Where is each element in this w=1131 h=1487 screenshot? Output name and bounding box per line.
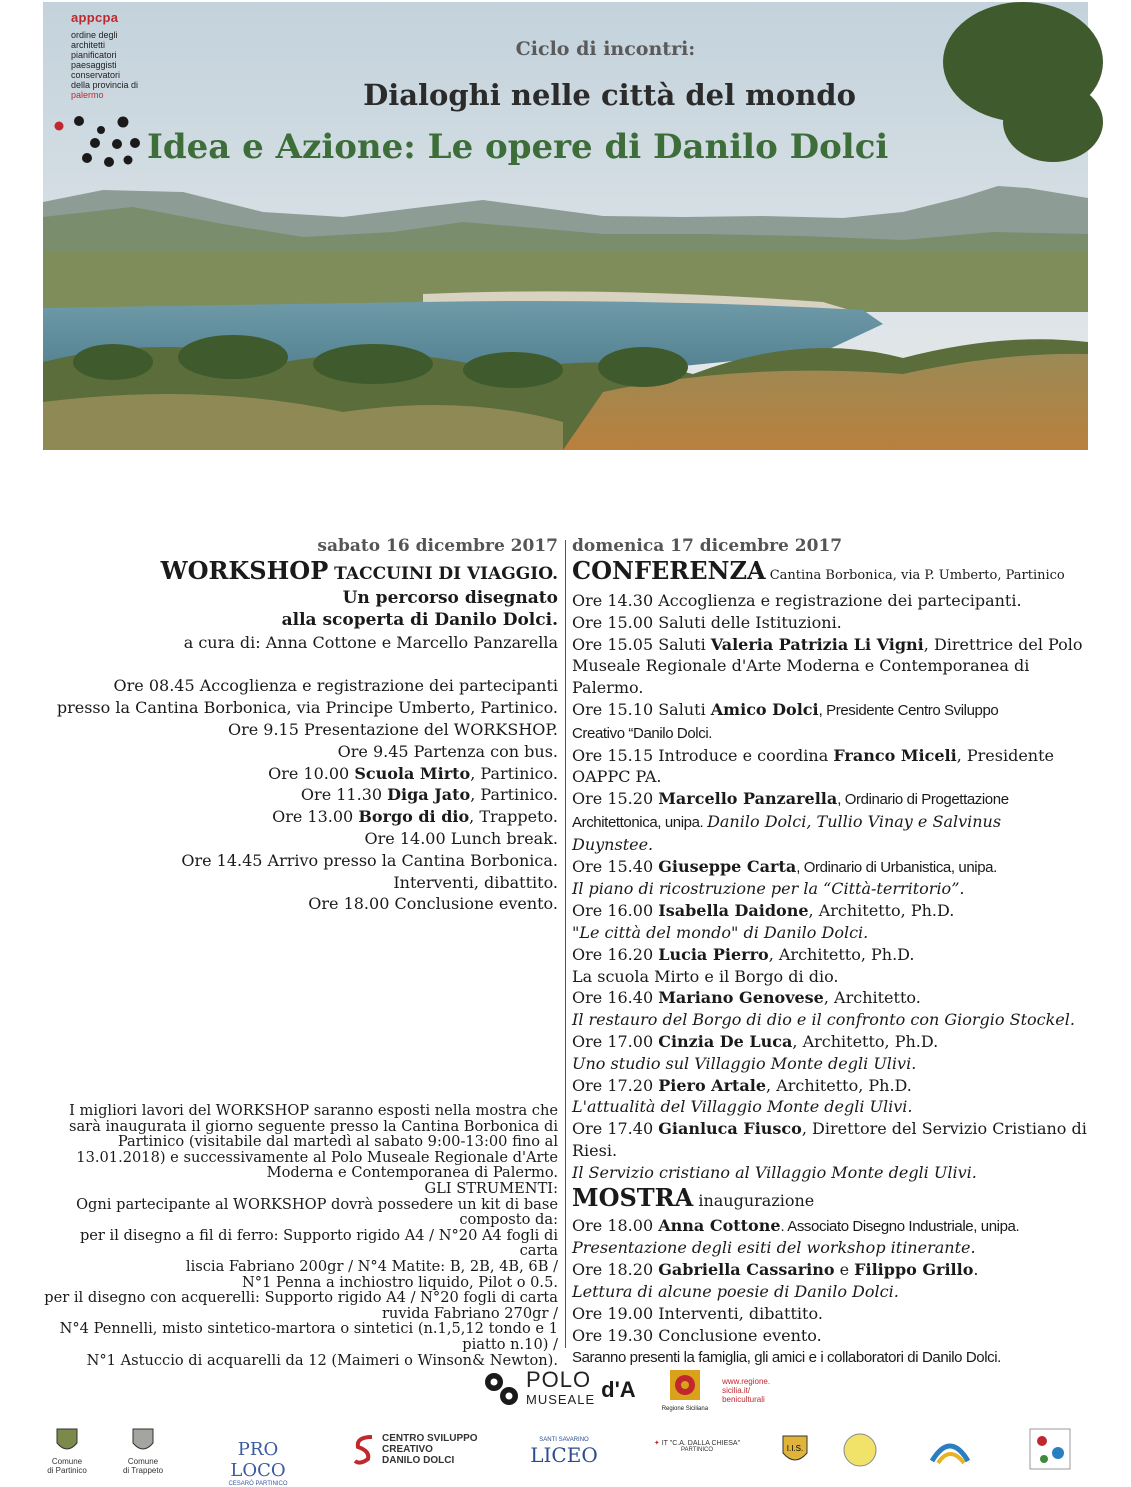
note-line: N°1 Penna a inchiostro liquido, Pilot o 0.5.	[242, 1273, 558, 1291]
note-line: Ogni partecipante al WORKSHOP dovrà possedere un kit di base	[76, 1195, 558, 1213]
workshop-item	[30, 675, 558, 697]
conference-item-sans: , Ordinario di Urbanistica, unipa.	[796, 858, 997, 876]
mostra-item	[572, 1303, 1102, 1325]
note-line: N°4 Pennelli, misto sintetico-martora o sintetici (n.1,5,12 tondo e 1	[59, 1320, 558, 1338]
conference-item-post: , Architetto, Ph.D.	[768, 944, 915, 964]
centro-line: CENTRO SVILUPPO	[382, 1432, 478, 1444]
conference-item	[572, 766, 1102, 788]
workshop-item-pre: Ore 08.45 Accoglienza e registrazione dei partecipanti	[113, 676, 558, 696]
workshop-item-pre: Ore 11.30	[300, 785, 388, 805]
workshop-item	[30, 763, 558, 785]
polo-da-label: d'A	[601, 1377, 636, 1402]
comune-partinico-logo	[42, 1425, 92, 1475]
comune-trappeto-logo	[118, 1425, 168, 1475]
note-line: I migliori lavori del WORKSHOP saranno esposti nella mostra che	[69, 1102, 558, 1119]
conference-item	[572, 987, 1102, 1009]
workshop-item	[30, 893, 558, 915]
liceo-label: LICEO	[530, 1443, 598, 1467]
conference-item-it: Uno studio sul Villaggio Monte degli Ulivi.	[572, 1053, 917, 1073]
workshop-item-bold: Diga Jato	[387, 785, 471, 805]
note-line: per il disegno a fil di ferro: Supporto rigido A4 / N°20 A4 fogli di carta	[79, 1226, 558, 1260]
workshop-note	[38, 1103, 558, 1368]
conference-item-pre: La scuola Mirto e il Borgo di dio.	[572, 966, 839, 986]
liceo-top: SANTI SAVARINO	[539, 1437, 589, 1443]
workshop-item	[30, 784, 558, 806]
column-divider	[565, 540, 566, 1348]
note-line: piatto n.10) /	[462, 1335, 558, 1353]
note-line: ruvida Fabriano 270gr /	[381, 1304, 558, 1322]
dots-logo-icon	[51, 110, 146, 172]
conference-item	[572, 590, 1102, 612]
partinico-crest-icon	[54, 1425, 80, 1455]
mostra-item-post2: .	[973, 1260, 979, 1280]
conference-item-bold: Franco Miceli	[833, 745, 957, 765]
conference-item	[572, 1053, 1102, 1075]
workshop-item-pre: Ore 9.15 Presentazione del WORKSHOP.	[227, 719, 558, 739]
conference-item	[572, 722, 1102, 745]
conference-item-it: Danilo Dolci, Tullio Vinay e Salvinus	[707, 811, 1002, 831]
mostra-item-pre: Ore 19.00 Interventi, dibattito.	[572, 1303, 823, 1323]
conference-item	[572, 1031, 1102, 1053]
iis-label: I.I.S.	[786, 1444, 804, 1453]
workshop-item	[30, 697, 558, 719]
conference-item-pre: Ore 15.15 Introduce e coordina	[572, 745, 834, 765]
mostra-item-it: Lettura di alcune poesie di Danilo Dolci.	[572, 1281, 899, 1301]
mostra-item-bold: Gabriella Cassarino	[658, 1260, 835, 1280]
conference-item-pre: Ore 17.00	[572, 1031, 659, 1051]
conference-heading	[572, 557, 1102, 590]
liceo-logo	[524, 1437, 604, 1467]
itc-city: PARTINICO	[680, 1447, 714, 1453]
conference-item-post: , Architetto, Ph.D.	[792, 1031, 939, 1051]
series-title: Dialoghi nelle città del mondo	[363, 78, 856, 112]
workshop-curators: a cura di: Anna Cottone e Marcello Panzarella	[183, 632, 558, 652]
workshop-item-bold: Borgo di dio	[358, 807, 470, 827]
proloco-label: PRO LOCO	[230, 1439, 286, 1481]
conference-item-bold: Amico Dolci	[710, 699, 819, 719]
workshop-item-pre: Interventi, dibattito.	[393, 872, 558, 892]
mostra-item-it: Presentazione degli esiti del workshop itinerante.	[572, 1238, 976, 1258]
workshop-item-pre: Ore 14.00 Lunch break.	[364, 828, 558, 848]
mostra-item	[572, 1325, 1102, 1347]
conference-item	[572, 878, 1102, 900]
conference-item-sans: Creativo “Danilo Dolci.	[572, 724, 713, 742]
sponsor-logos	[30, 1425, 1110, 1487]
workshop-line: alla scoperta di Danilo Dolci.	[281, 609, 558, 630]
note-line: Partinico (visitabile dal martedì al sabato 9:00-13:00 fino al	[117, 1133, 558, 1151]
museale-label: MUSEALE	[526, 1392, 596, 1407]
cycle-label: Ciclo di incontri:	[515, 38, 696, 60]
conference-item-pre: Ore 16.40	[572, 988, 659, 1008]
polo-label: POLO	[526, 1367, 592, 1392]
org-line: architetti	[71, 40, 106, 50]
regione-sicilia-crest-icon	[668, 1368, 702, 1402]
mostra-item	[572, 1215, 1102, 1238]
itc-star-icon: ✦	[653, 1440, 660, 1447]
conference-venue: Cantina Borbonica, via P. Umberto, Partinico	[765, 568, 1065, 583]
conference-item	[572, 966, 1102, 988]
conference-item-bold: Mariano Genovese	[658, 988, 824, 1008]
conference-item-it: Il piano di ricostruzione per la “Città-territorio”.	[572, 879, 965, 899]
conference-item-pre: Museale Regionale d'Arte Moderna e Contemporanea di Palermo.	[572, 656, 1030, 698]
conference-item	[572, 944, 1102, 966]
children-drawing-logo	[1028, 1427, 1072, 1473]
partinico-line: di Partinico	[47, 1466, 87, 1475]
conference-item-bold: Marcello Panzarella	[658, 789, 838, 809]
beniculturali-logo	[722, 1377, 770, 1404]
conference-item	[572, 788, 1102, 811]
conference-item-post: , Architetto, Ph.D.	[766, 1075, 912, 1095]
sunday-date: domenica 17 dicembre 2017	[572, 536, 843, 556]
conference-item-it: "Le città del mondo" di Danilo Dolci.	[572, 922, 869, 942]
conference-item-it: Duynstee.	[572, 834, 654, 854]
header-banner	[43, 2, 1088, 450]
conference-item	[572, 1162, 1102, 1184]
workshop-schedule	[30, 675, 558, 915]
workshop-item-bold: Scuola Mirto	[354, 763, 471, 783]
conference-item	[572, 699, 1102, 722]
note-line: per il disegno con acquerelli: Supporto rigido A4 / N°20 fogli di carta	[44, 1289, 558, 1307]
trappeto-line: di Trappeto	[122, 1466, 164, 1475]
itc-dalla-chiesa-logo	[642, 1439, 752, 1453]
org-city: palermo	[71, 90, 104, 100]
workshop-item	[30, 872, 558, 894]
mostra-item-bold: Anna Cottone	[658, 1215, 781, 1235]
mostra-item-sans: . Associato Disegno Industriale, unipa.	[780, 1217, 1020, 1235]
itc-label: IT "C.A. DALLA CHIESA"	[661, 1440, 741, 1447]
workshop-item	[30, 828, 558, 850]
workshop-item-pre: presso la Cantina Borbonica, via Principe Umberto, Partinico.	[56, 698, 558, 718]
workshop-item-pre: Ore 10.00	[268, 763, 355, 783]
mostra-schedule	[572, 1215, 1102, 1370]
mostra-heading	[572, 1184, 1102, 1215]
conference-item-pre: Ore 15.05 Saluti	[572, 634, 711, 654]
mostra-item-pre: Ore 19.30 Conclusione evento.	[572, 1325, 822, 1345]
polo-museale-icon	[482, 1370, 520, 1410]
proloco-sub: CESARÒ PARTINICO	[228, 1481, 288, 1487]
children-drawing-icon	[1028, 1427, 1072, 1471]
conference-item-pre: Ore 15.00 Saluti delle Istituzioni.	[572, 612, 842, 632]
conference-item	[572, 922, 1102, 944]
conference-item	[572, 900, 1102, 922]
org-line: paesaggisti	[71, 60, 117, 70]
workshop-item-post: , Partinico.	[470, 785, 558, 805]
mostra-item-bold2: Filippo Grillo	[854, 1260, 974, 1280]
note-line: N°1 Astuccio di acquarelli da 12 (Maimeri o Winson& Newton).	[86, 1351, 558, 1369]
iis-shield-icon	[780, 1433, 810, 1467]
trappeto-line: Comune	[127, 1457, 159, 1466]
regione-label: Regione Siciliana	[661, 1406, 709, 1412]
conference-item-it: Il restauro del Borgo di dio e il confronto con Giorgio Stockel.	[572, 1010, 1075, 1030]
conference-item-pre: Riesi.	[572, 1140, 618, 1160]
conference-item-it: Il Servizio cristiano al Villaggio Monte degli Ulivi.	[572, 1162, 977, 1182]
note-line: Moderna e Contemporanea di Palermo.	[266, 1164, 558, 1182]
mostra-item	[572, 1259, 1102, 1281]
mostra-item-pre: Ore 18.20	[572, 1260, 659, 1280]
note-line: sarà inaugurata il giorno seguente presso la Cantina Borbonica di	[68, 1117, 558, 1135]
conference-item-post: , Presidente	[956, 745, 1054, 765]
note-line: GLI STRUMENTI:	[424, 1179, 558, 1197]
conference-label: CONFERENZA	[572, 556, 766, 585]
workshop-item-pre: Ore 9.45 Partenza con bus.	[337, 741, 558, 761]
conference-item-sans: , Presidente Centro Sviluppo	[818, 701, 999, 719]
proloco-logo	[212, 1439, 304, 1487]
conference-item-pre: Ore 15.20	[572, 789, 659, 809]
mostra-item-sans: Saranno presenti la famiglia, gli amici e i collaboratori di Danilo Dolci.	[572, 1349, 1001, 1367]
conference-item-bold: Cinzia De Luca	[658, 1031, 793, 1051]
conference-item-pre: OAPPC PA.	[572, 767, 662, 787]
conference-item	[572, 811, 1102, 834]
centro-sviluppo-icon	[352, 1431, 376, 1467]
conference-item-post: , Architetto.	[823, 988, 921, 1008]
conference-item-post: , Direttore del Servizio Cristiano di	[801, 1119, 1087, 1139]
conference-item	[572, 634, 1102, 656]
note-line: composto da:	[459, 1211, 558, 1229]
conference-item-pre: Ore 17.40	[572, 1119, 659, 1139]
workshop-item-post: , Trappeto.	[469, 807, 558, 827]
conference-item-pre: Ore 16.00	[572, 901, 659, 921]
conference-item-post: , Direttrice del Polo	[923, 634, 1083, 654]
conference-item-it: L'attualità del Villaggio Monte degli Ulivi.	[572, 1097, 913, 1117]
org-brand-accent: pa	[102, 10, 119, 25]
centro-line: CREATIVO	[382, 1443, 433, 1455]
conference-schedule	[572, 590, 1102, 1184]
org-line: conservatori	[71, 70, 121, 80]
workshop-subtitle: TACCUINI DI VIAGGIO.	[328, 564, 558, 584]
trappeto-crest-icon	[130, 1425, 156, 1455]
conference-item-bold: Lucia Pierro	[658, 944, 769, 964]
iis-logo	[778, 1433, 812, 1469]
landscape-photo	[43, 2, 1088, 450]
conference-item-bold: Valeria Patrizia Li Vigni	[710, 634, 924, 654]
conference-item	[572, 612, 1102, 634]
conference-item-sans: , Ordinario di Progettazione	[837, 791, 1009, 809]
circle-school-logo	[840, 1431, 880, 1471]
conference-item	[572, 834, 1102, 856]
workshop-item-post: , Partinico.	[470, 763, 558, 783]
conference-item-pre: Ore 15.10 Saluti	[572, 699, 711, 719]
conference-column	[572, 535, 1102, 1369]
conference-item-pre: Ore 14.30 Accoglienza e registrazione dei partecipanti.	[572, 591, 1022, 610]
conference-item-bold: Piero Artale	[658, 1075, 767, 1095]
conference-item-bold: Isabella Daidone	[658, 901, 809, 921]
beni-line: sicilia.it/	[722, 1385, 751, 1395]
centro-line: DANILO DOLCI	[382, 1454, 455, 1466]
mostra-item-post: e	[834, 1260, 855, 1280]
workshop-item	[30, 850, 558, 872]
wave-logo	[930, 1431, 970, 1471]
conference-item-pre: Ore 16.20	[572, 944, 659, 964]
conference-item-bold: Gianluca Fiusco	[658, 1119, 802, 1139]
org-line: ordine degli	[71, 30, 118, 40]
conference-item	[572, 1009, 1102, 1031]
org-line: pianificatori	[71, 50, 117, 60]
workshop-column	[30, 535, 558, 915]
mostra-item	[572, 1237, 1102, 1259]
conference-item	[572, 1075, 1102, 1097]
conference-item	[572, 1096, 1102, 1118]
beni-line: beniculturali	[722, 1394, 765, 1404]
school-emblem-icon	[841, 1431, 879, 1469]
workshop-item-pre: Ore 13.00	[272, 807, 359, 827]
conference-item-post: , Architetto, Ph.D.	[808, 901, 955, 921]
workshop-line: Un percorso disegnato	[342, 588, 558, 608]
wave-emblem-icon	[930, 1431, 970, 1469]
polo-museale-logo	[482, 1365, 770, 1415]
workshop-item	[30, 719, 558, 741]
conference-item	[572, 745, 1102, 767]
mostra-subtitle: inaugurazione	[693, 1190, 815, 1210]
conference-item-sans: Architettonica, unipa.	[572, 813, 708, 831]
note-line: liscia Fabriano 200gr / N°4 Matite: B, 2B, 4B, 6B /	[185, 1257, 558, 1275]
conference-item	[572, 655, 1102, 699]
workshop-item	[30, 806, 558, 828]
mostra-item	[572, 1281, 1102, 1303]
beni-line: www.regione.	[722, 1376, 771, 1386]
conference-item	[572, 1118, 1102, 1140]
workshop-item-pre: Ore 18.00 Conclusione evento.	[308, 894, 558, 914]
conference-item-bold: Giuseppe Carta	[658, 856, 797, 876]
org-line: della provincia di	[71, 80, 139, 90]
workshop-heading	[30, 557, 558, 588]
conference-item	[572, 856, 1102, 879]
centro-sviluppo-logo	[352, 1431, 492, 1467]
conference-item-pre: Ore 15.40	[572, 856, 659, 876]
note-line: 13.01.2018) e successivamente al Polo Museale Regionale d'Arte	[76, 1148, 558, 1166]
saturday-date: sabato 16 dicembre 2017	[317, 536, 558, 556]
workshop-item	[30, 741, 558, 763]
workshop-label: WORKSHOP	[160, 556, 329, 585]
partinico-line: Comune	[51, 1457, 83, 1466]
conference-item-pre: Ore 17.20	[572, 1075, 659, 1095]
conference-item	[572, 1140, 1102, 1162]
workshop-item-pre: Ore 14.45 Arrivo presso la Cantina Borbonica.	[181, 850, 558, 870]
mostra-label: MOSTRA	[572, 1182, 694, 1212]
event-title: Idea e Azione: Le opere di Danilo Dolci	[147, 127, 889, 167]
org-brand: appc	[71, 10, 103, 25]
mostra-item-pre: Ore 18.00	[572, 1215, 659, 1235]
